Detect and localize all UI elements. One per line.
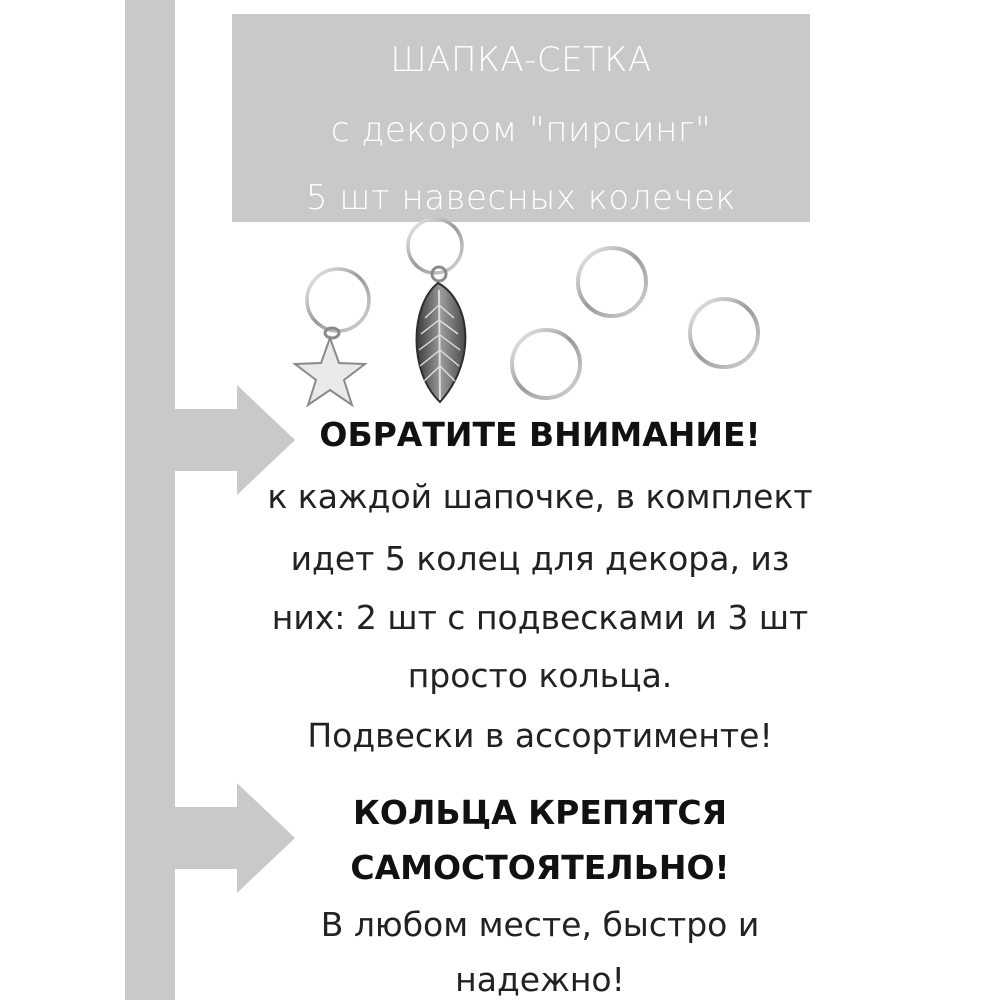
ring-icon <box>690 299 758 367</box>
notice-line: к каждой шапочке, в комплект <box>267 477 813 516</box>
star-charm-icon <box>295 269 369 405</box>
notice-line: идет 5 колец для декора, из <box>290 539 790 578</box>
header-count: 5 шт навесных колечек <box>305 178 737 218</box>
header-title: ШАПКА-СЕТКА <box>390 40 652 80</box>
ring-icon <box>512 330 580 398</box>
notice-title: ОБРАТИТЕ ВНИМАНИЕ! <box>319 415 761 454</box>
header-subtitle: с декором "пирсинг" <box>330 110 712 150</box>
notice-line: них: 2 шт с подвесками и 3 шт <box>271 598 809 637</box>
notice-line: Подвески в ассортименте! <box>307 716 773 755</box>
rings-line: надежно! <box>455 960 625 999</box>
notice-line: просто кольца. <box>407 656 673 695</box>
rings-line: В любом месте, быстро и <box>320 905 760 944</box>
rings-title: САМОСТОЯТЕЛЬНО! <box>350 848 730 887</box>
rings-title: КОЛЬЦА КРЕПЯТСЯ <box>352 793 728 832</box>
ring-icon <box>578 248 646 316</box>
leaf-charm-icon <box>408 219 465 402</box>
